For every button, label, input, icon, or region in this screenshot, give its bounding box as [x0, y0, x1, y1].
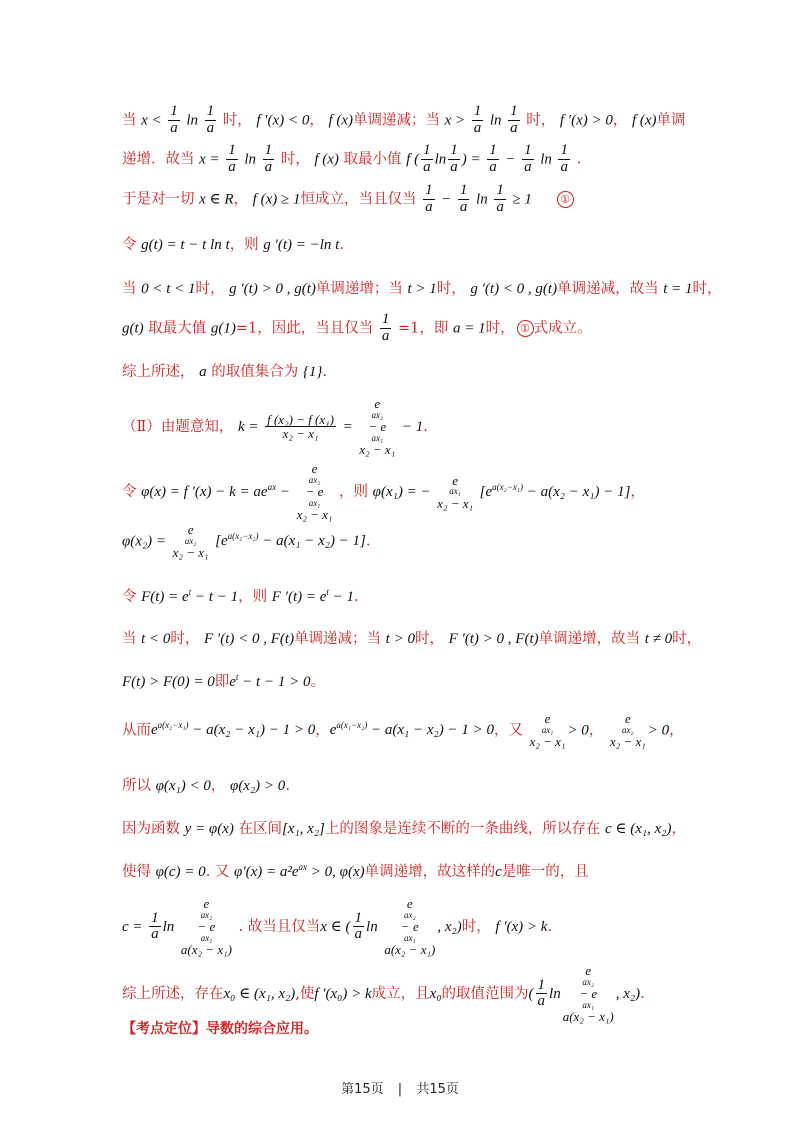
denominator: a — [473, 119, 482, 136]
math-run: c — [495, 864, 502, 880]
text-run: ，又 — [493, 722, 523, 739]
topic-label: 【考点定位】导数的综合应用。 — [122, 1021, 318, 1037]
numerator: 1 — [170, 103, 178, 119]
text-run: 时， — [692, 281, 722, 297]
text-run: 当 — [122, 631, 137, 647]
math-run: > 0 — [567, 722, 589, 739]
numerator: 1 — [489, 142, 497, 158]
denominator: a — [264, 158, 273, 175]
denominator: a — [354, 926, 363, 943]
numerator: 1 — [496, 182, 504, 198]
math-run: F ′(t) < 0 , F(t) — [204, 631, 295, 647]
text-run: 于是对一切 — [122, 191, 195, 208]
text-run: ， — [233, 191, 249, 208]
text-run: 时， — [672, 631, 702, 647]
solution-line-17 — [122, 860, 700, 881]
solution-line-6 — [122, 312, 700, 345]
math-run: {1} — [302, 364, 323, 380]
denominator: a — [228, 158, 236, 175]
math-run: f ′(x) < 0 — [256, 112, 310, 129]
math-run: g(t) = t − t ln t — [141, 237, 230, 253]
math-run: ln — [540, 151, 552, 168]
fraction — [423, 183, 435, 216]
solution-line-4 — [122, 233, 700, 254]
math-run: k = — [237, 418, 259, 435]
numerator: 1 — [423, 142, 431, 158]
math-run: f ( — [406, 151, 420, 168]
math-run: F ′(t) > 0 , F(t) — [448, 631, 539, 647]
math-run: x ∈ R — [199, 191, 234, 208]
text-run: 上的图象是连续不断的一条曲线，所以存在 — [324, 821, 601, 837]
numerator: 1 — [524, 142, 532, 158]
math-run: ln — [186, 112, 199, 129]
solution-line-7 — [122, 360, 700, 381]
math-run: φ(x₁) < 0 — [155, 778, 211, 794]
solution-line-10 — [122, 523, 700, 560]
text-run: 从而 — [122, 722, 151, 739]
solution-line-14 — [122, 712, 700, 749]
text-run: . 又 — [205, 864, 230, 880]
numerator: 1 — [537, 976, 546, 993]
denominator: a — [560, 158, 568, 175]
denominator: a — [423, 158, 431, 175]
denominator: a — [206, 119, 215, 136]
math-run: ln — [476, 191, 488, 208]
denominator: a — [510, 119, 518, 136]
math-run: a — [199, 364, 207, 380]
circled-number-one: ① — [557, 191, 574, 208]
denominator: a — [496, 198, 504, 215]
solution-line-2 — [122, 143, 700, 176]
math-run: f (x) ≥ 1 — [252, 191, 301, 208]
text-run: ， — [210, 778, 226, 794]
math-run: = — [342, 418, 353, 435]
denominator: a — [151, 926, 159, 943]
text-run: 时， — [414, 631, 444, 647]
text-run: 所以 — [122, 778, 151, 794]
fraction — [494, 183, 506, 216]
text-run: 时， — [170, 631, 200, 647]
solution-line-13 — [122, 670, 700, 691]
math-run: g(1) — [210, 320, 236, 337]
text-run: 时， — [485, 320, 515, 337]
text-run: ， — [669, 722, 684, 739]
fraction — [168, 104, 180, 137]
math-run: > 0 — [647, 722, 670, 739]
math-run: $e^{a(x_2-x_1)} - a(x_2 - x_1) - 1 > 0$ — [151, 720, 316, 739]
text-run: ，则 — [339, 483, 369, 500]
math-run: , x₂) — [437, 918, 462, 935]
math-run: g ′(t) < 0 , g(t) — [470, 281, 558, 297]
math-run: φ(x₂) = — [122, 533, 167, 550]
text-run: . — [365, 533, 371, 550]
numerator: f (x₂) − f (x₁) — [267, 411, 335, 427]
math-run: a = 1 — [452, 320, 486, 337]
text-run: ， — [309, 112, 324, 129]
math-run: $[e^{a(x_2-x_1)} - a(x_2 - x_1) - 1]$ — [479, 481, 631, 500]
math-run: x ∈ ( — [320, 918, 351, 935]
text-run: （Ⅱ）由题意知， — [122, 418, 234, 435]
text-run: 。 — [310, 674, 325, 690]
denominator: a — [489, 158, 497, 175]
math-run: φ(c) = 0 — [155, 864, 206, 880]
solution-line-9 — [122, 462, 700, 522]
math-run: t > 0 — [385, 631, 415, 647]
text-run: 单调递增，故当 — [538, 631, 641, 647]
math-run: x = — [199, 151, 220, 168]
circled-number-one: ① — [517, 320, 534, 337]
math-run: [x₁, x₂] — [281, 821, 325, 837]
fraction: e ax₂ − e ax₁ x₂ − x₁ — [359, 396, 396, 458]
numerator: 1 — [151, 909, 159, 926]
text-run: 取最大值 — [148, 320, 207, 337]
math-run: t < 0 — [141, 631, 171, 647]
text-run: =1，即 — [397, 320, 449, 337]
solution-line-18 — [122, 897, 700, 957]
text-run: 取最小值 — [343, 151, 402, 168]
text-run: 令 — [122, 483, 137, 500]
math-run: F(t) > F(0) = 0 — [122, 674, 215, 690]
fraction — [380, 312, 392, 345]
text-run: ，则 — [229, 237, 259, 253]
math-run: f (x) — [631, 112, 657, 129]
math-run: c ∈ (x₁, x₂) — [604, 821, 672, 837]
numerator: 1 — [450, 142, 458, 158]
text-run: ,使 — [295, 985, 315, 1002]
text-run: 时， — [461, 918, 491, 935]
denominator: a — [459, 198, 468, 215]
page-total: 共15页 — [416, 1082, 459, 1097]
math-run: f (x) — [328, 112, 354, 129]
math-run: $[e^{a(x_1-x_2)} - a(x_1 - x_2) - 1]$ — [215, 531, 366, 550]
math-run: c = — [122, 918, 143, 935]
text-run: ， — [671, 821, 686, 837]
fraction: e ax₂ x₂ − x₁ — [609, 711, 646, 750]
page-footer — [0, 1078, 800, 1097]
text-run: . — [576, 151, 582, 168]
numerator: 1 — [228, 142, 236, 158]
math-run: f ′(x₀) > k — [314, 985, 372, 1002]
denominator: a — [537, 993, 546, 1010]
math-run: φ(x) = f $'(x) - k = ae^{ax}$ − — [141, 481, 290, 500]
fraction — [508, 104, 520, 137]
denominator: x₂ − x₁ — [282, 426, 319, 442]
solution-line-16 — [122, 817, 700, 838]
fraction — [263, 143, 275, 176]
text-run: 综上所述， — [122, 364, 195, 380]
math-run: − 1 — [401, 418, 424, 435]
fraction — [448, 143, 460, 176]
text-run: 的取值集合为 — [211, 364, 299, 380]
math-run: φ(x₁) = − — [372, 483, 431, 500]
text-run: 时， — [195, 281, 225, 297]
text-run: =1，因此，当且仅当 — [235, 320, 374, 337]
text-run: 式成立。 — [533, 320, 592, 337]
math-run: ( — [528, 985, 534, 1002]
fraction: e ax₂ − e ax₁ a(x₂ − x₁) — [180, 896, 232, 958]
math-run: ln — [489, 112, 502, 129]
math-run: ≥ 1 — [512, 191, 532, 208]
numerator: 1 — [560, 142, 568, 158]
math-run: ln — [434, 151, 447, 168]
math-run: t = 1 — [663, 281, 693, 297]
fraction — [522, 143, 534, 176]
math-run: ) = — [461, 151, 481, 168]
math-run: t ≠ 0 — [644, 631, 673, 647]
denominator: a — [524, 158, 532, 175]
math-run: 0 < t < 1 — [141, 281, 196, 297]
fraction — [353, 911, 365, 944]
solution-line-5 — [122, 277, 722, 298]
math-run: ln — [162, 918, 175, 935]
fraction: e ax₁ x₂ − x₁ — [437, 472, 474, 511]
fraction: e ax₂ − e ax₁ x₂ − x₁ — [296, 461, 333, 523]
denominator: a — [450, 158, 458, 175]
text-run: 成立，且 — [371, 985, 430, 1002]
text-run: . — [547, 918, 553, 935]
math-run: g ′(t) > 0 , g(t) — [229, 281, 316, 297]
text-run: 在区间 — [238, 821, 282, 837]
text-run: 当 — [122, 281, 137, 297]
math-run: $e^{a(x_1-x_2)} - a(x_1 - x_2) - 1 > 0$ — [329, 720, 494, 739]
fraction: e ax₁ x₂ − x₁ — [529, 711, 566, 750]
fraction: e ax₂ − e ax₁ a(x₂ − x₁) — [562, 963, 614, 1025]
math-run: y = φ(x) — [184, 821, 234, 837]
math-run: x < — [141, 112, 162, 129]
text-run: 因为函数 — [122, 821, 180, 837]
denominator: a — [381, 327, 390, 344]
text-run: 即 — [214, 674, 230, 690]
math-run: t > 1 — [407, 281, 437, 297]
math-run: f ′(x) > k — [495, 918, 548, 935]
text-run: . — [423, 418, 428, 435]
numerator: 1 — [459, 182, 468, 198]
text-run: 令 — [122, 589, 137, 605]
numerator: 1 — [425, 182, 433, 198]
math-run: ln — [244, 151, 257, 168]
text-run: 令 — [122, 237, 137, 253]
text-run: 恒成立，当且仅当 — [300, 191, 417, 208]
text-run: 时， — [436, 281, 466, 297]
math-run: g ′(t) = −ln t — [263, 237, 340, 253]
text-run: ， — [630, 483, 645, 500]
numerator: 1 — [354, 909, 363, 926]
math-run: − — [441, 191, 452, 208]
text-run: 综上所述，存在 — [122, 985, 224, 1002]
text-run: . — [354, 589, 359, 605]
text-run: 当 — [122, 112, 137, 129]
text-run: 时， — [280, 151, 310, 168]
numerator: 1 — [510, 103, 518, 119]
fraction — [421, 143, 433, 176]
text-run: ， — [315, 722, 330, 739]
fraction — [265, 413, 336, 441]
text-run: 单调递增，故这样的 — [364, 864, 496, 880]
text-run: 使得 — [122, 864, 151, 880]
text-run: 单调递减；当 — [353, 112, 441, 129]
solution-line-3 — [122, 183, 700, 216]
text-run: 时， — [526, 112, 556, 129]
numerator: 1 — [264, 142, 273, 158]
solution-line-20 — [122, 1018, 700, 1038]
math-run: x₀ ∈ (x₁, x₂) — [223, 985, 296, 1002]
denominator: a — [170, 119, 178, 136]
fraction — [205, 104, 217, 137]
text-run: 递增．故当 — [122, 151, 195, 168]
footer-separator: | — [397, 1082, 403, 1097]
numerator: 1 — [473, 103, 482, 119]
solution-line-11 — [122, 585, 700, 606]
math-run: x > — [444, 112, 466, 129]
math-run: − — [505, 151, 516, 168]
math-run: ln — [549, 985, 561, 1002]
math-run: $e^t - t - 1 > 0$ — [229, 672, 311, 690]
fraction — [149, 911, 161, 944]
text-run: ， — [612, 112, 628, 129]
fraction: e ax₂ − e ax₁ a(x₂ − x₁) — [384, 896, 436, 958]
denominator: a — [425, 198, 433, 215]
math-run: f ′(x) > 0 — [559, 112, 613, 129]
text-run: ，则 — [238, 589, 268, 605]
solution-line-15 — [122, 774, 700, 795]
text-run: 时， — [222, 112, 252, 129]
fraction — [472, 104, 484, 137]
fraction: e ax₂ x₂ − x₁ — [172, 522, 209, 561]
text-run: 是唯一的，且 — [501, 864, 589, 880]
math-run: x₀ — [429, 985, 442, 1002]
text-run: ， — [588, 722, 604, 739]
text-run: . 故当且仅当 — [238, 918, 321, 935]
text-run: . — [640, 985, 645, 1002]
page-number: 第15页 — [341, 1082, 384, 1097]
text-run: 单调递增；当 — [315, 281, 403, 297]
text-run: 单调递减；当 — [294, 631, 382, 647]
fraction — [558, 143, 570, 176]
math-run: f (x) — [314, 151, 339, 168]
solution-line-1 — [122, 104, 700, 137]
math-run: ln — [366, 918, 378, 935]
solution-line-12 — [122, 627, 700, 648]
math-run: F $'(t) = e^t - 1$ — [271, 587, 355, 605]
text-run: 单调递减，故当 — [557, 281, 659, 297]
math-run: , x₂) — [615, 985, 641, 1002]
numerator: 1 — [206, 103, 215, 119]
math-run: $\varphi'(x) = a^2e^{ax} > 0$, φ(x) — [234, 862, 365, 880]
text-run: 的取值范围为 — [441, 985, 529, 1002]
text-run: 单调 — [656, 112, 686, 129]
fraction — [226, 143, 238, 176]
fraction — [458, 183, 470, 216]
numerator: 1 — [381, 311, 390, 327]
fraction — [536, 978, 548, 1011]
solution-line-8 — [122, 397, 700, 457]
solution-line-19 — [122, 964, 710, 1024]
math-run: g(t) — [122, 320, 144, 337]
math-run: $F(t) = e^t - t - 1$ — [141, 587, 239, 605]
text-run: . — [322, 364, 327, 380]
math-run: φ(x₂) > 0 — [230, 778, 286, 794]
text-run: . — [285, 778, 290, 794]
fraction — [487, 143, 499, 176]
text-run: . — [339, 237, 344, 253]
